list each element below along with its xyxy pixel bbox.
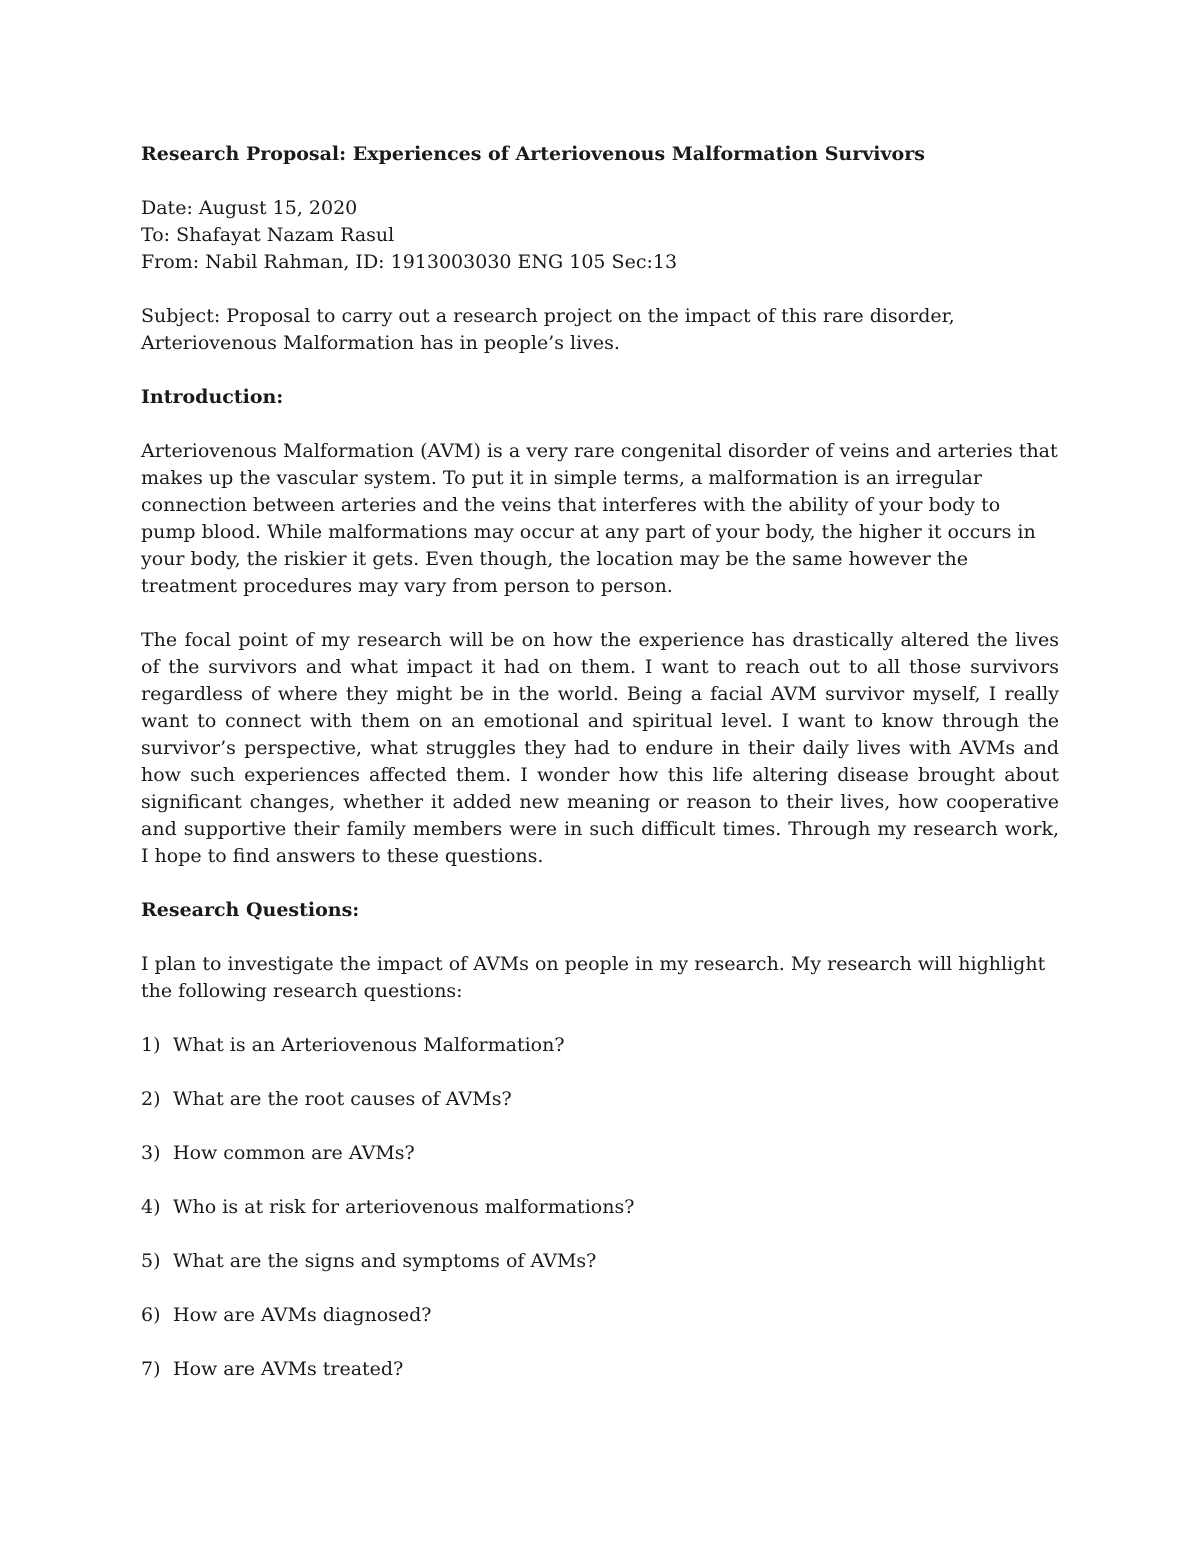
memo-to: To: Shafayat Nazam Rasul: [141, 224, 395, 246]
list-item-text: How are AVMs diagnosed?: [173, 1304, 432, 1326]
list-item-number: 3): [141, 1142, 161, 1164]
document-page: [141, 141, 1059, 1410]
list-item: [141, 1086, 1059, 1113]
research-questions-list: [141, 1032, 1059, 1383]
memo-header: [141, 195, 1059, 276]
list-item-text: What is an Arteriovenous Malformation?: [173, 1034, 565, 1056]
list-item-number: 5): [141, 1250, 161, 1272]
list-item: [141, 1248, 1059, 1275]
introduction-paragraph-2: The focal point of my research will be on how the experience has drastically altered the lives of the survivors and what impact it had on them. I want to reach out to all those survivors regardless of where they might be in the world. Being a facial AVM survivor myself, I really want to connect with them on an emotional and spiritual level. I want to know through the survivor’s perspective, what struggles they had to endure in their daily lives with AVMs and how such experiences affected them. I wonder how this life altering disease brought about significant changes, whether it added new meaning or reason to their lives, how cooperative and supportive their family members were in such difficult times. Through my research work, I hope to find answers to these questions.: [141, 629, 1059, 867]
list-item: [141, 1032, 1059, 1059]
research-questions-heading: Research Questions:: [141, 899, 360, 921]
list-item-number: 6): [141, 1304, 161, 1326]
list-item: [141, 1140, 1059, 1167]
list-item-number: 4): [141, 1196, 161, 1218]
list-item-number: 2): [141, 1088, 161, 1110]
list-item-text: Who is at risk for arteriovenous malformations?: [173, 1196, 635, 1218]
list-item-text: What are the root causes of AVMs?: [173, 1088, 512, 1110]
memo-from: From: Nabil Rahman, ID: 1913003030 ENG 105 Sec:13: [141, 251, 678, 273]
list-item-text: How are AVMs treated?: [173, 1358, 404, 1380]
list-item-text: How common are AVMs?: [173, 1142, 415, 1164]
list-item: [141, 1356, 1059, 1383]
research-questions-intro: I plan to investigate the impact of AVMs on people in my research. My research will highlight the following research questions:: [141, 953, 1046, 1002]
list-item-number: 1): [141, 1034, 161, 1056]
list-item: [141, 1302, 1059, 1329]
memo-subject: Subject: Proposal to carry out a research project on the impact of this rare disorder, Arteriovenous Malformation has in people’s lives.: [141, 305, 955, 354]
introduction-paragraph-1: Arteriovenous Malformation (AVM) is a very rare congenital disorder of veins and arteries that makes up the vascular system. To put it in simple terms, a malformation is an irregular connection between arteries and the veins that interferes with the ability of your body to pump blood. While malformations may occur at any part of your body, the higher it occurs in your body, the riskier it gets. Even though, the location may be the same however the treatment procedures may vary from person to person.: [141, 440, 1058, 597]
document-title: Research Proposal: Experiences of Arteriovenous Malformation Survivors: [141, 143, 925, 165]
list-item-text: What are the signs and symptoms of AVMs?: [173, 1250, 597, 1272]
list-item: [141, 1194, 1059, 1221]
memo-date: Date: August 15, 2020: [141, 197, 358, 219]
introduction-heading: Introduction:: [141, 386, 284, 408]
list-item-number: 7): [141, 1358, 161, 1380]
